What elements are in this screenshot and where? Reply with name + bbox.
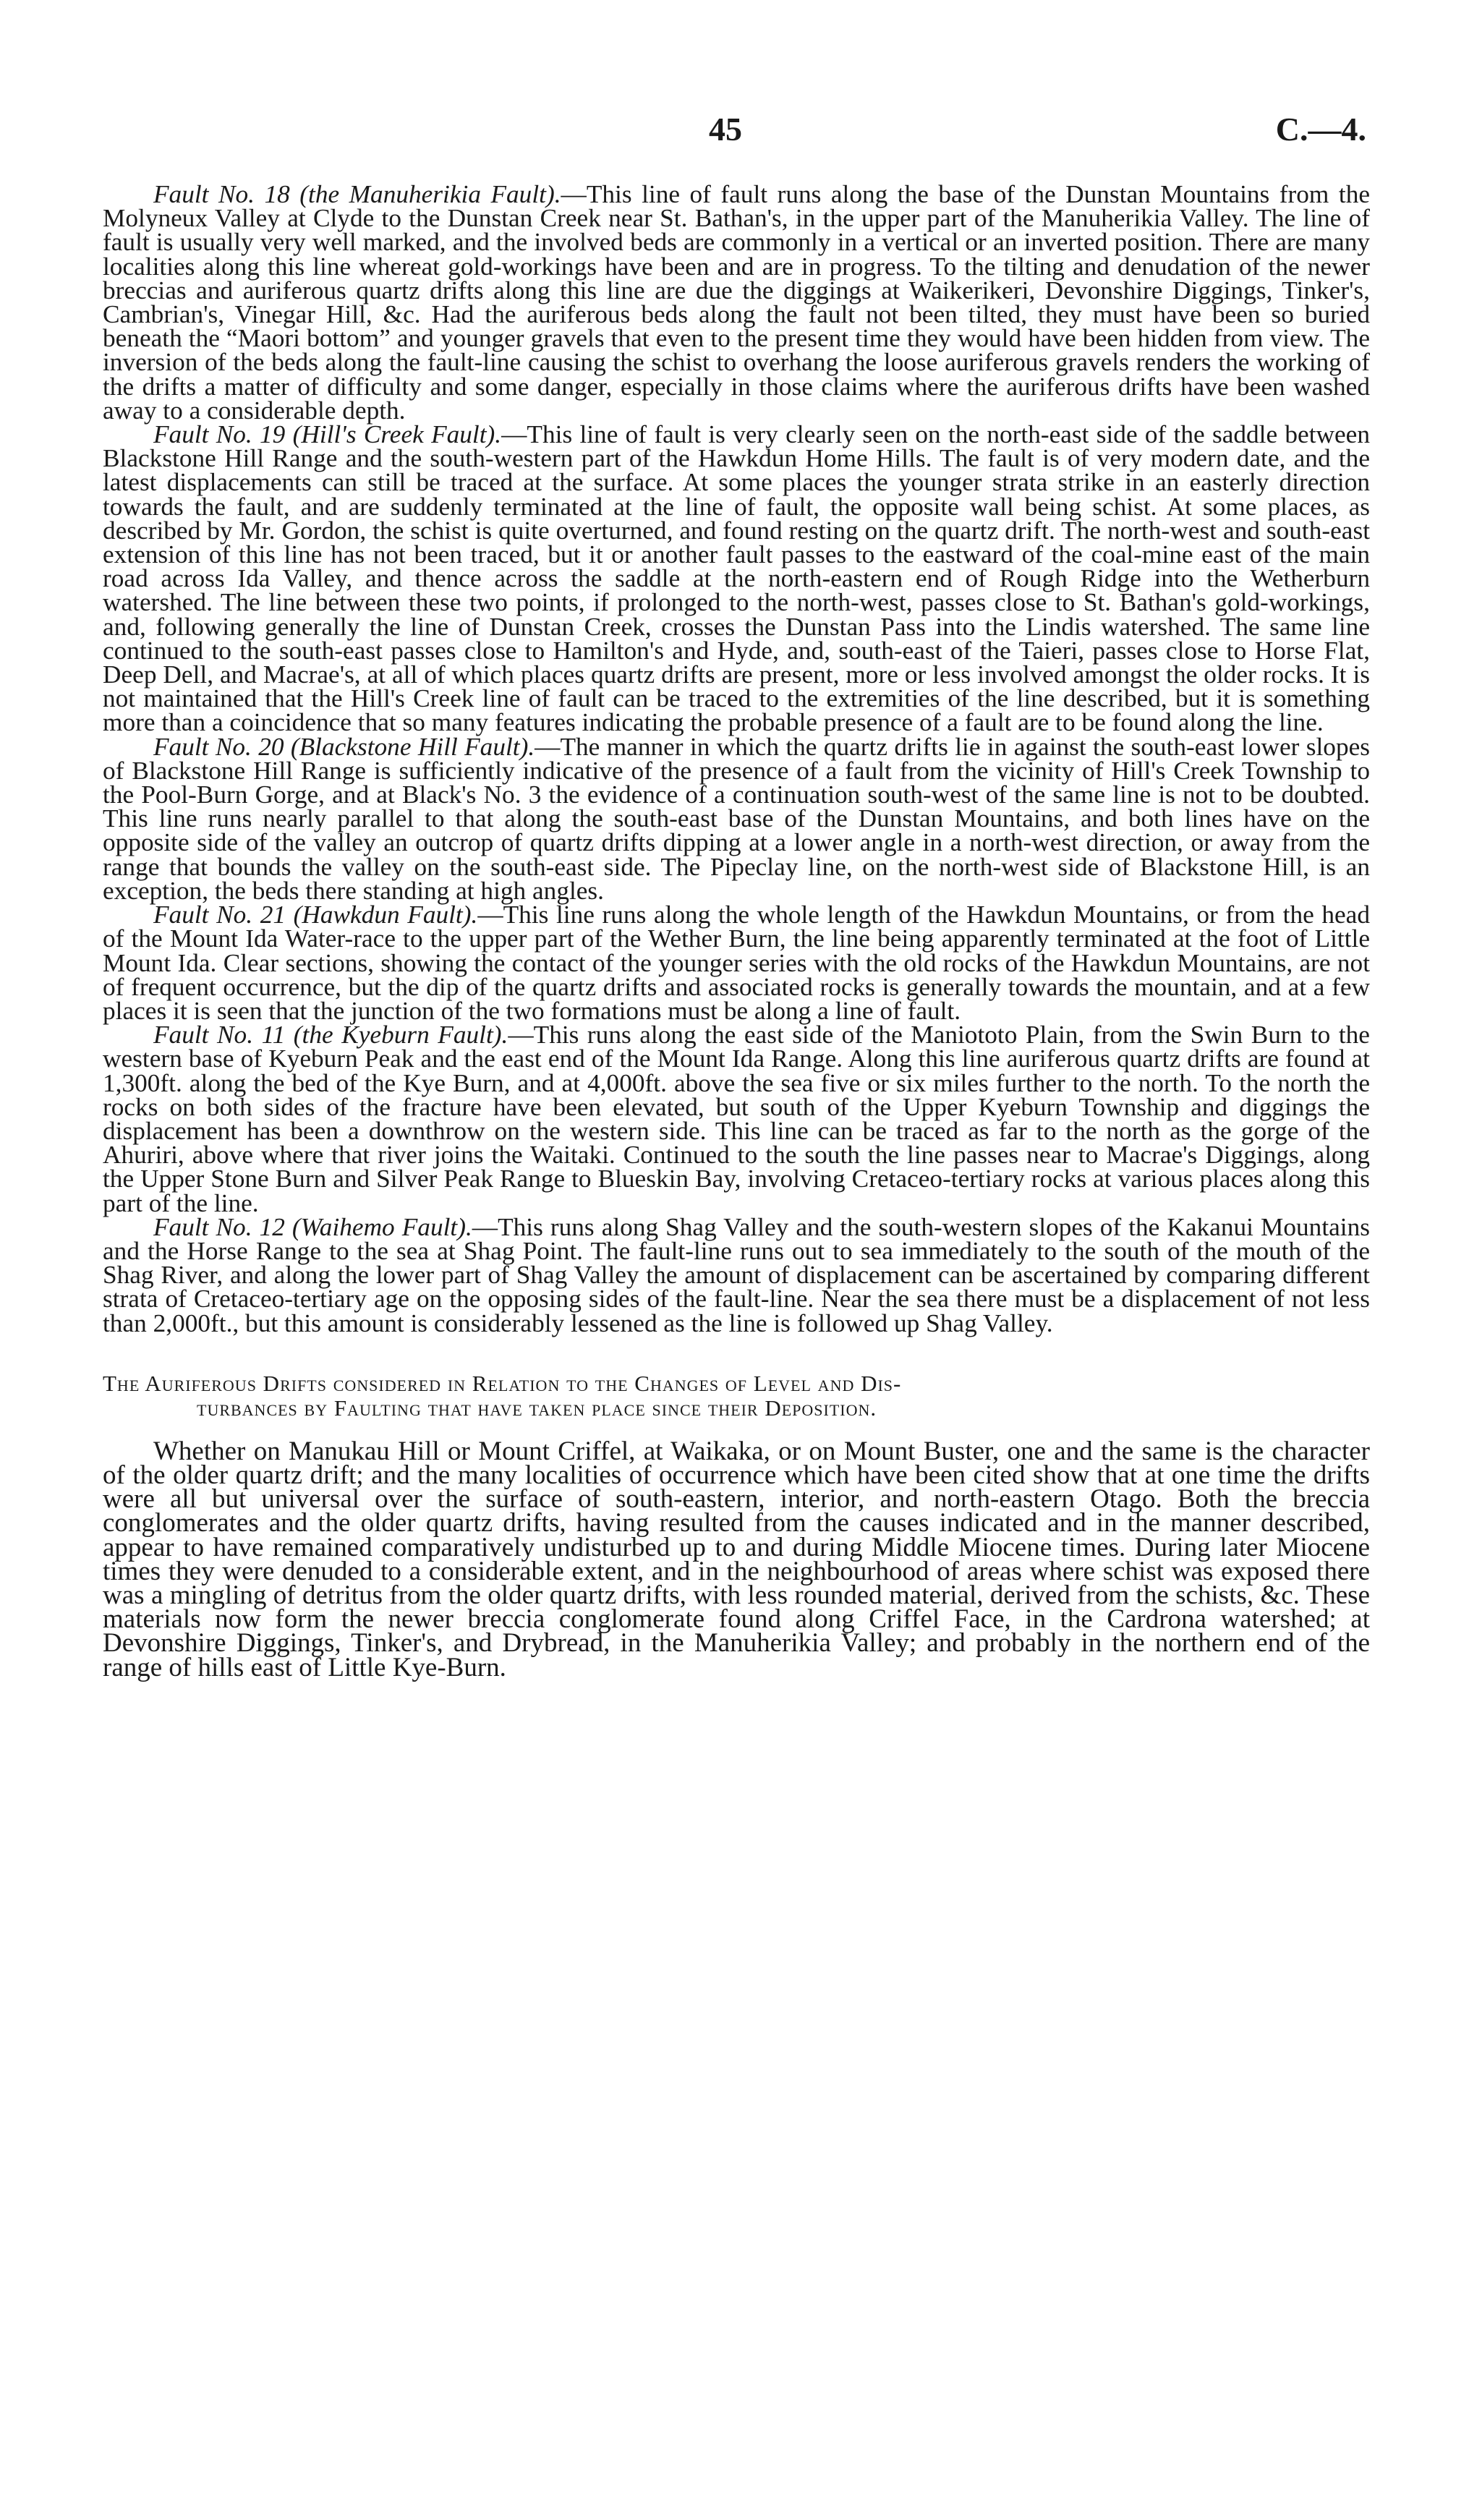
paragraph-fault-20: [103, 732, 1370, 905]
fault-heading: Fault No. 18 (the Manuherikia Fault).: [153, 180, 561, 208]
fault-text: —This runs along the east side of the Maniototo Plain, from the Swin Burn to the western base of Kyeburn Peak and the east end of the Mount Ida Range. Along this line auriferous quartz drifts are found at 1,300ft. along the bed of the Kye Burn, and at 4,000ft. above the sea five or six miles further to the north. To the north the rocks on both sides of the fracture have been elevated, but south of the Upper Kyeburn Township and diggings the displacement has been a downthrow on the western side. This line can be traced as far to the north as the gorge of the Ahuriri, above where that river joins the Waitaki. Continued to the south the line passes near to Macrae's Diggings, along the Upper Stone Burn and Silver Peak Range to Blueskin Bay, involving Cretaceo-tertiary rocks at various places along this part of the line.: [103, 1021, 1370, 1217]
body-text: [103, 182, 1370, 1680]
fault-text: —This runs along Shag Valley and the south-western slopes of the Kakanui Mountains and the Horse Range to the sea at Shag Point. The fault-line runs out to sea immediately to the south of the mouth of the Shag River, and along the lower part of Shag Valley the amount of displacement can be ascertained by comparing different strata of Cretaceo-tertiary age on the opposing sides of the fault-line. Near the sea there must be a displacement of not less than 2,000ft., but this amount is considerably lessened as the line is followed up Shag Valley.: [103, 1212, 1370, 1337]
paragraph-fault-11: [103, 1023, 1370, 1215]
fault-text: —This line runs along the whole length of the Hawkdun Mountains, or from the head of the Mount Ida Water-race to the upper part of the Wether Burn, the line being apparently terminated at the foot of Little Mount Ida. Clear sections, showing the contact of the younger series with the old rocks of the Hawkdun Mountains, are not of frequent occurrence, but the dip of the quartz drifts and associated rocks is generally towards the mountain, and at a few places it is seen that the junction of the two formations must be along a line of fault.: [103, 901, 1370, 1025]
section-heading: [103, 1371, 1370, 1421]
fault-heading: Fault No. 11 (the Kyeburn Fault).: [153, 1021, 508, 1050]
fault-heading: Fault No. 12 (Waihemo Fault).: [153, 1212, 472, 1241]
section-heading-line1: The Auriferous Drifts considered in Relation to the Changes of Level and Dis-: [103, 1370, 902, 1396]
page-number: 45: [709, 111, 742, 148]
paragraph-fault-19: [103, 422, 1370, 735]
document-code: C.—4.: [1275, 111, 1366, 148]
paragraph-fault-18: [103, 180, 1371, 425]
fault-text: —The manner in which the quartz drifts lie in against the south-east lower slopes of Blackstone Hill Range is sufficiently indicative of the presence of a fault from the vicinity of Hill's Creek Township to the Pool-Burn Gorge, and at Black's No. 3 the evidence of a continuation south-west of the same line is not to be doubted. This line runs nearly parallel to that along the south-east base of the Dunstan Mountains, and both lines have on the opposite side of the valley an outcrop of quartz drifts dipping at a lower angle in a north-west direction, or away from the range that bounds the valley on the south-east side. The Pipeclay line, on the north-west side of Blackstone Hill, is an exception, the beds there standing at high angles.: [103, 732, 1370, 905]
fault-text: —This line of fault runs along the base of the Dunstan Mountains from the Molyneux Valley at Clyde to the Dunstan Creek near St. Bathan's, in the upper part of the Manuherikia Valley. The line of fault is usually very well marked, and the involved beds are commonly in a vertical or an inverted position. There are many localities along this line whereat gold-workings have been and are in progress. To the tilting and denudation of the newer breccias and auriferous quartz drifts along this line are due the diggings at Waikerikeri, Devonshire Diggings, Tinker's, Cambrian's, Vinegar Hill, &c. Had the auriferous beds along the fault not been tilted, they must have been so buried beneath the “Maori bottom” and younger gravels that even to the present time they would have been hidden from view. The inversion of the beds along the fault-line causing the schist to overhang the loose auriferous gravels renders the working of the drifts a matter of difficulty and some danger, especially in those claims where the auriferous drifts have been washed away to a considerable depth.: [103, 180, 1371, 425]
fault-heading: Fault No. 21 (Hawkdun Fault).: [153, 901, 478, 929]
fault-text: —This line of fault is very clearly seen on the north-east side of the saddle between Blackstone Hill Range and the south-western part of the Hawkdun Home Hills. The fault is of very modern date, and the latest displacements can still be traced at the surface. At some places the younger strata strike in an easterly direction towards the fault, and are suddenly terminated at the line of fault, the opposite wall being schist. At some places, as described by Mr. Gordon, the schist is quite overturned, and found resting on the quartz drift. The north-west and south-east extension of this line has not been traced, but it or another fault passes to the eastward of the coal-mine east of the main road across Ida Valley, and thence across the saddle at the north-eastern end of Rough Ridge into the Wetherburn watershed. The line between these two points, if prolonged to the north-west, passes close to St. Bathan's gold-workings, and, following generally the line of Dunstan Creek, crosses the Dunstan Pass into the Lindis watershed. The same line continued to the south-east passes close to Hamilton's and Hyde, and, south-east of the Taieri, passes close to Horse Flat, Deep Dell, and Macrae's, at all of which places quartz drifts are present, more or less involved amongst the older rocks. It is not maintained that the Hill's Creek line of fault can be traced to the extremities of the line described, but it is something more than a coincidence that so many features indicating the probable presence of a fault are to be found along the line.: [103, 420, 1370, 737]
section-heading-line2: turbances by Faulting that have taken place since their Deposition.: [197, 1395, 877, 1421]
paragraph-fault-21: [103, 903, 1370, 1023]
fault-heading: Fault No. 19 (Hill's Creek Fault).: [153, 420, 502, 449]
paragraph-fault-12: [103, 1212, 1370, 1337]
section-paragraph: Whether on Manukau Hill or Mount Criffel, at Waikaka, or on Mount Buster, one and the same is the character of the older quartz drift; and the many localities of occurrence which have been cited show that at one time the drifts were all but universal over the surface of south-eastern, interior, and north-eastern Otago. Both the breccia conglomerates and the older quartz drifts, having resulted from the causes indicated and in the manner described, appear to have remained comparatively undisturbed up to and during Middle Miocene times. During later Miocene times they were denuded to a considerable extent, and in the neighbourhood of areas where schist was exposed there was a mingling of detritus from the older quartz drifts, with less rounded material, derived from the schists, &c. These materials now form the newer breccia conglomerate found along Criffel Face, in the Cardrona watershed; at Devonshire Diggings, Tinker's, and Drybread, in the Manuherikia Valley; and probably in the northern end of the range of hills east of Little Kye-Burn.: [103, 1436, 1370, 1682]
fault-heading: Fault No. 20 (Blackstone Hill Fault).: [153, 732, 535, 761]
